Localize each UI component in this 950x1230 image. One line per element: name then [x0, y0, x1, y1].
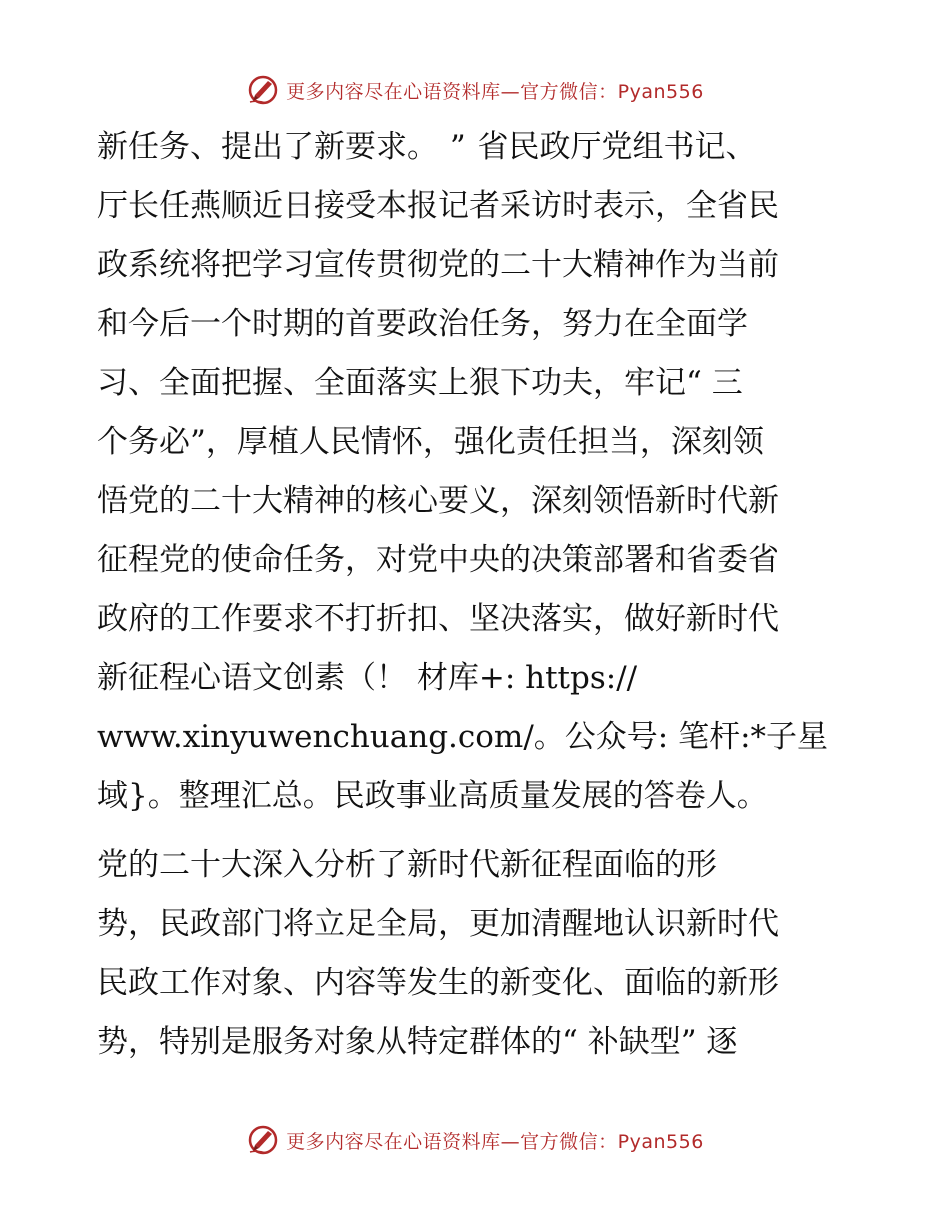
paragraph-2-line-3: 民政工作对象、内容等发生的新变化、面临的新形 — [97, 965, 779, 1001]
paragraph-1-line-3: 政系统将把学习宣传贯彻党的二十大精神作为当前 — [97, 247, 779, 283]
paragraph-1-line-12: 域}。整理汇总。民政事业高质量发展的答卷人。 — [97, 778, 768, 814]
footer-text: 更多内容尽在心语资料库—官方微信：Pyan556 — [286, 1130, 704, 1153]
document-body — [97, 118, 857, 1072]
paragraph-2-line-1: 党的二十大深入分析了新时代新征程面临的形 — [97, 847, 717, 883]
paragraph-2-line-4: 势，特别是服务对象从特定群体的“ 补缺型” 逐 — [97, 1024, 738, 1060]
paragraph-1-line-11: www.xinyuwenchuang.com/。公众号: 笔杆:*子星 — [97, 719, 829, 755]
paragraph-1-line-9: 政府的工作要求不打折扣、坚决落实，做好新时代 — [97, 601, 779, 637]
paragraph-1-line-5: 习、全面把握、全面落实上狠下功夫，牢记“ 三 — [97, 365, 743, 401]
pen-circle-logo-icon — [246, 1123, 280, 1157]
paragraph-1-line-1: 新任务、提出了新要求。 ” 省民政厅党组书记、 — [97, 129, 757, 165]
paragraph-1-line-2: 厅长任燕顺近日接受本报记者采访时表示，全省民 — [97, 188, 779, 224]
pen-circle-logo-icon — [246, 73, 280, 107]
paragraph-1-line-10: 新征程心语文创素（！ 材库+: https:// — [97, 660, 638, 696]
header-text: 更多内容尽在心语资料库—官方微信：Pyan556 — [286, 80, 704, 103]
header-banner — [0, 70, 950, 110]
paragraph-1-line-8: 征程党的使命任务，对党中央的决策部署和省委省 — [97, 542, 779, 578]
paragraph-2-line-2: 势，民政部门将立足全局，更加清醒地认识新时代 — [97, 906, 779, 942]
footer-banner — [0, 1120, 950, 1160]
paragraph-1-line-6: 个务必”，厚植人民情怀，强化责任担当，深刻领 — [97, 424, 764, 460]
paragraph-1-line-7: 悟党的二十大精神的核心要义，深刻领悟新时代新 — [97, 483, 779, 519]
paragraph-1-line-4: 和今后一个时期的首要政治任务，努力在全面学 — [97, 306, 748, 342]
